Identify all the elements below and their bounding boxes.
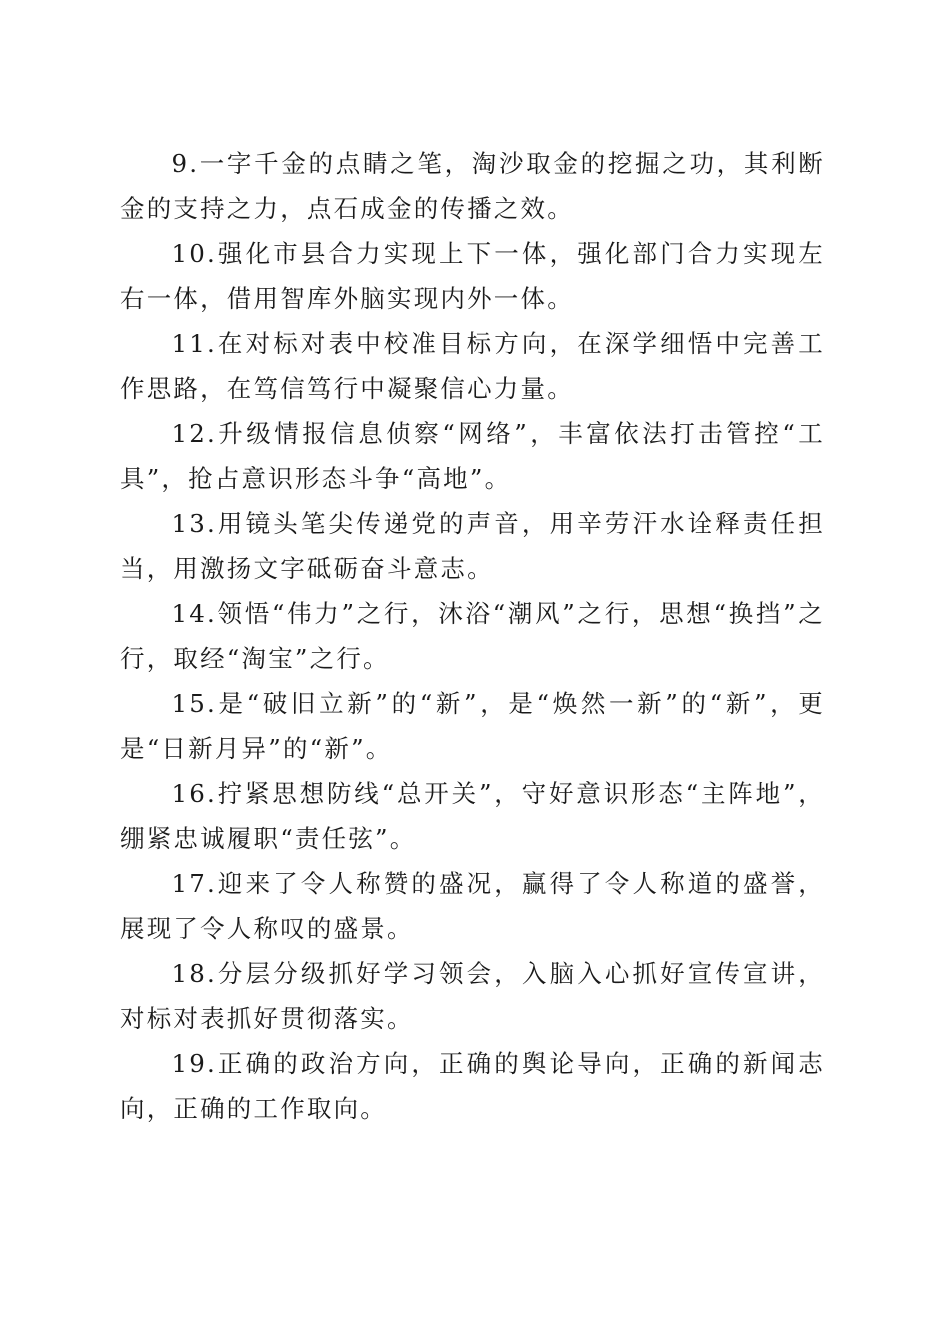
paragraph-10: 10.强化市县合力实现上下一体，强化部门合力实现左右一体，借用智库外脑实现内外一体。 xyxy=(120,239,825,313)
paragraph-18: 18.分层分级抓好学习领会，入脑入心抓好宣传宣讲，对标对表抓好贯彻落实。 xyxy=(120,959,825,1033)
paragraph-17: 17.迎来了令人称赞的盛况，赢得了令人称道的盛誉，展现了令人称叹的盛景。 xyxy=(120,869,825,943)
paragraph-16: 16.拧紧思想防线“总开关”，守好意识形态“主阵地”，绷紧忠诚履职“责任弦”。 xyxy=(120,779,825,853)
paragraph-11: 11.在对标对表中校准目标方向，在深学细悟中完善工作思路，在笃信笃行中凝聚信心力量。 xyxy=(120,329,825,403)
document-body xyxy=(120,141,825,1131)
paragraph-19: 19.正确的政治方向，正确的舆论导向，正确的新闻志向，正确的工作取向。 xyxy=(120,1049,825,1123)
paragraph-9: 9.一字千金的点睛之笔，淘沙取金的挖掘之功，其利断金的支持之力，点石成金的传播之效。 xyxy=(120,149,825,223)
paragraph-15: 15.是“破旧立新”的“新”，是“焕然一新”的“新”，更是“日新月异”的“新”。 xyxy=(120,689,825,763)
paragraph-13: 13.用镜头笔尖传递党的声音，用辛劳汗水诠释责任担当，用激扬文字砥砺奋斗意志。 xyxy=(120,509,825,583)
paragraph-12: 12.升级情报信息侦察“网络”，丰富依法打击管控“工具”，抢占意识形态斗争“高地”。 xyxy=(120,419,825,493)
paragraph-14: 14.领悟“伟力”之行，沐浴“潮风”之行，思想“换挡”之行，取经“淘宝”之行。 xyxy=(120,599,825,673)
